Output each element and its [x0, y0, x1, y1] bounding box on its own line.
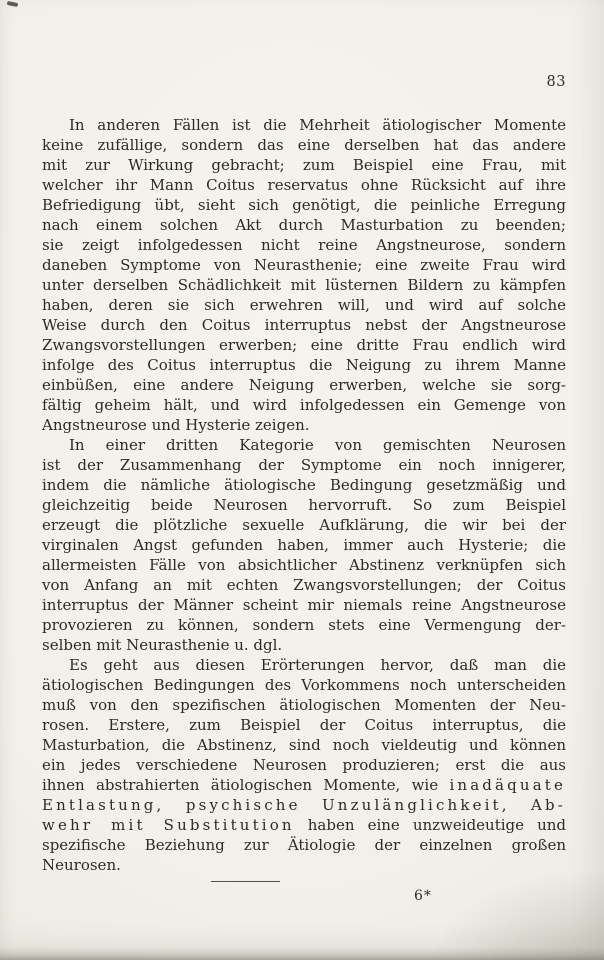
text-line: indem die nämliche ätiologische Bedingung gesetzmäßig und [42, 476, 566, 494]
separator-rule [211, 881, 280, 882]
text-line: Neurosen. [42, 856, 121, 874]
emphasized-text: inadäquate [449, 776, 566, 794]
text-line: rosen. Erstere, zum Beispiel der Coitus interruptus, die [42, 716, 566, 734]
page-number: 83 [546, 74, 566, 90]
text-line: Masturbation, die Abstinenz, sind noch vieldeutig und können [42, 736, 566, 754]
text-line: selben mit Neurasthenie u. dgl. [42, 636, 283, 654]
text-line: Angstneurose und Hysterie zeigen. [42, 416, 310, 434]
text-line: nach einem solchen Akt durch Masturbation zu beenden; [42, 216, 566, 234]
text-line: spezifische Beziehung zur Ätiologie der einzelnen großen [42, 836, 566, 854]
text-line: welcher ihr Mann Coitus reservatus ohne Rücksicht auf ihre [42, 176, 566, 194]
text-line: keine zufällige, sondern das eine derselben hat das andere [42, 136, 566, 154]
text-line: ein jedes verschiedene Neurosen produzieren; erst die aus [42, 756, 566, 774]
text-line: Befriedigung übt, sieht sich genötigt, die peinliche Erregung [42, 196, 566, 214]
text-segment: ihnen abstrahierten ätiologischen Momente, wie [42, 776, 450, 794]
text-line [42, 795, 566, 815]
emphasized-text: wehr mit Substitution [42, 816, 295, 834]
text-line: fältig geheim hält, und wird infolgedessen ein Gemenge von [42, 396, 566, 414]
paragraph [42, 115, 566, 435]
text-line: infolge des Coitus interruptus die Neigung zu ihrem Manne [42, 356, 566, 374]
text-line: gleichzeitig beide Neurosen hervorruft. So zum Beispiel [42, 496, 566, 514]
text-line: ätiologischen Bedingungen des Vorkommens noch unterscheiden [42, 676, 566, 694]
text-line: daneben Symptome von Neurasthenie; eine zweite Frau wird [42, 256, 566, 274]
text-line: Zwangsvorstellungen erwerben; eine dritte Frau endlich wird [42, 336, 566, 354]
text-line: Weise durch den Coitus interruptus nebst der Angstneurose [42, 316, 566, 334]
text-line: mit zur Wirkung gebracht; zum Beispiel eine Frau, mit [42, 156, 566, 174]
paragraph [42, 655, 566, 875]
text-line: virginalen Angst gefunden haben, immer auch Hysterie; die [42, 536, 566, 554]
text-line: einbüßen, eine andere Neigung erwerben, welche sie sorg- [42, 376, 566, 394]
emphasized-text: Entlastung, psychische Unzulänglichkeit, Ab- [42, 796, 566, 814]
text-line: provozieren zu können, sondern stets eine Vermengung der- [42, 616, 566, 634]
signature-mark: 6* [414, 888, 432, 904]
text-line [42, 815, 566, 835]
text-line: interruptus der Männer scheint mir niemals reine Angstneurose [42, 596, 566, 614]
text-line: erzeugt die plötzliche sexuelle Aufklärung, die wir bei der [42, 516, 566, 534]
text-line: In anderen Fällen ist die Mehrheit ätiologischer Momente [69, 116, 566, 134]
text-segment: haben eine unzweideutige und [294, 816, 566, 834]
text-line: ist der Zusammenhang der Symptome ein noch innigerer, [42, 456, 566, 474]
text-line: haben, deren sie sich erwehren will, und wird auf solche [42, 296, 566, 314]
text-line: allermeisten Fälle von absichtlicher Abstinenz verknüpfen sich [42, 556, 566, 574]
page-text [42, 115, 566, 875]
text-line [42, 775, 566, 795]
text-line: In einer dritten Kategorie von gemischten Neurosen [69, 436, 566, 454]
page-bottom-edge [0, 947, 604, 960]
text-line: muß von den spezifischen ätiologischen Momenten der Neu- [42, 696, 566, 714]
text-line: von Anfang an mit echten Zwangsvorstellungen; der Coitus [42, 576, 566, 594]
text-line: sie zeigt infolgedessen nicht reine Angstneurose, sondern [42, 236, 566, 254]
paragraph [42, 435, 566, 655]
scan-artifact [7, 1, 19, 7]
text-line: unter derselben Schädlichkeit mit lüsternen Bildern zu kämpfen [42, 276, 566, 294]
text-line: Es geht aus diesen Erörterungen hervor, daß man die [69, 656, 566, 674]
